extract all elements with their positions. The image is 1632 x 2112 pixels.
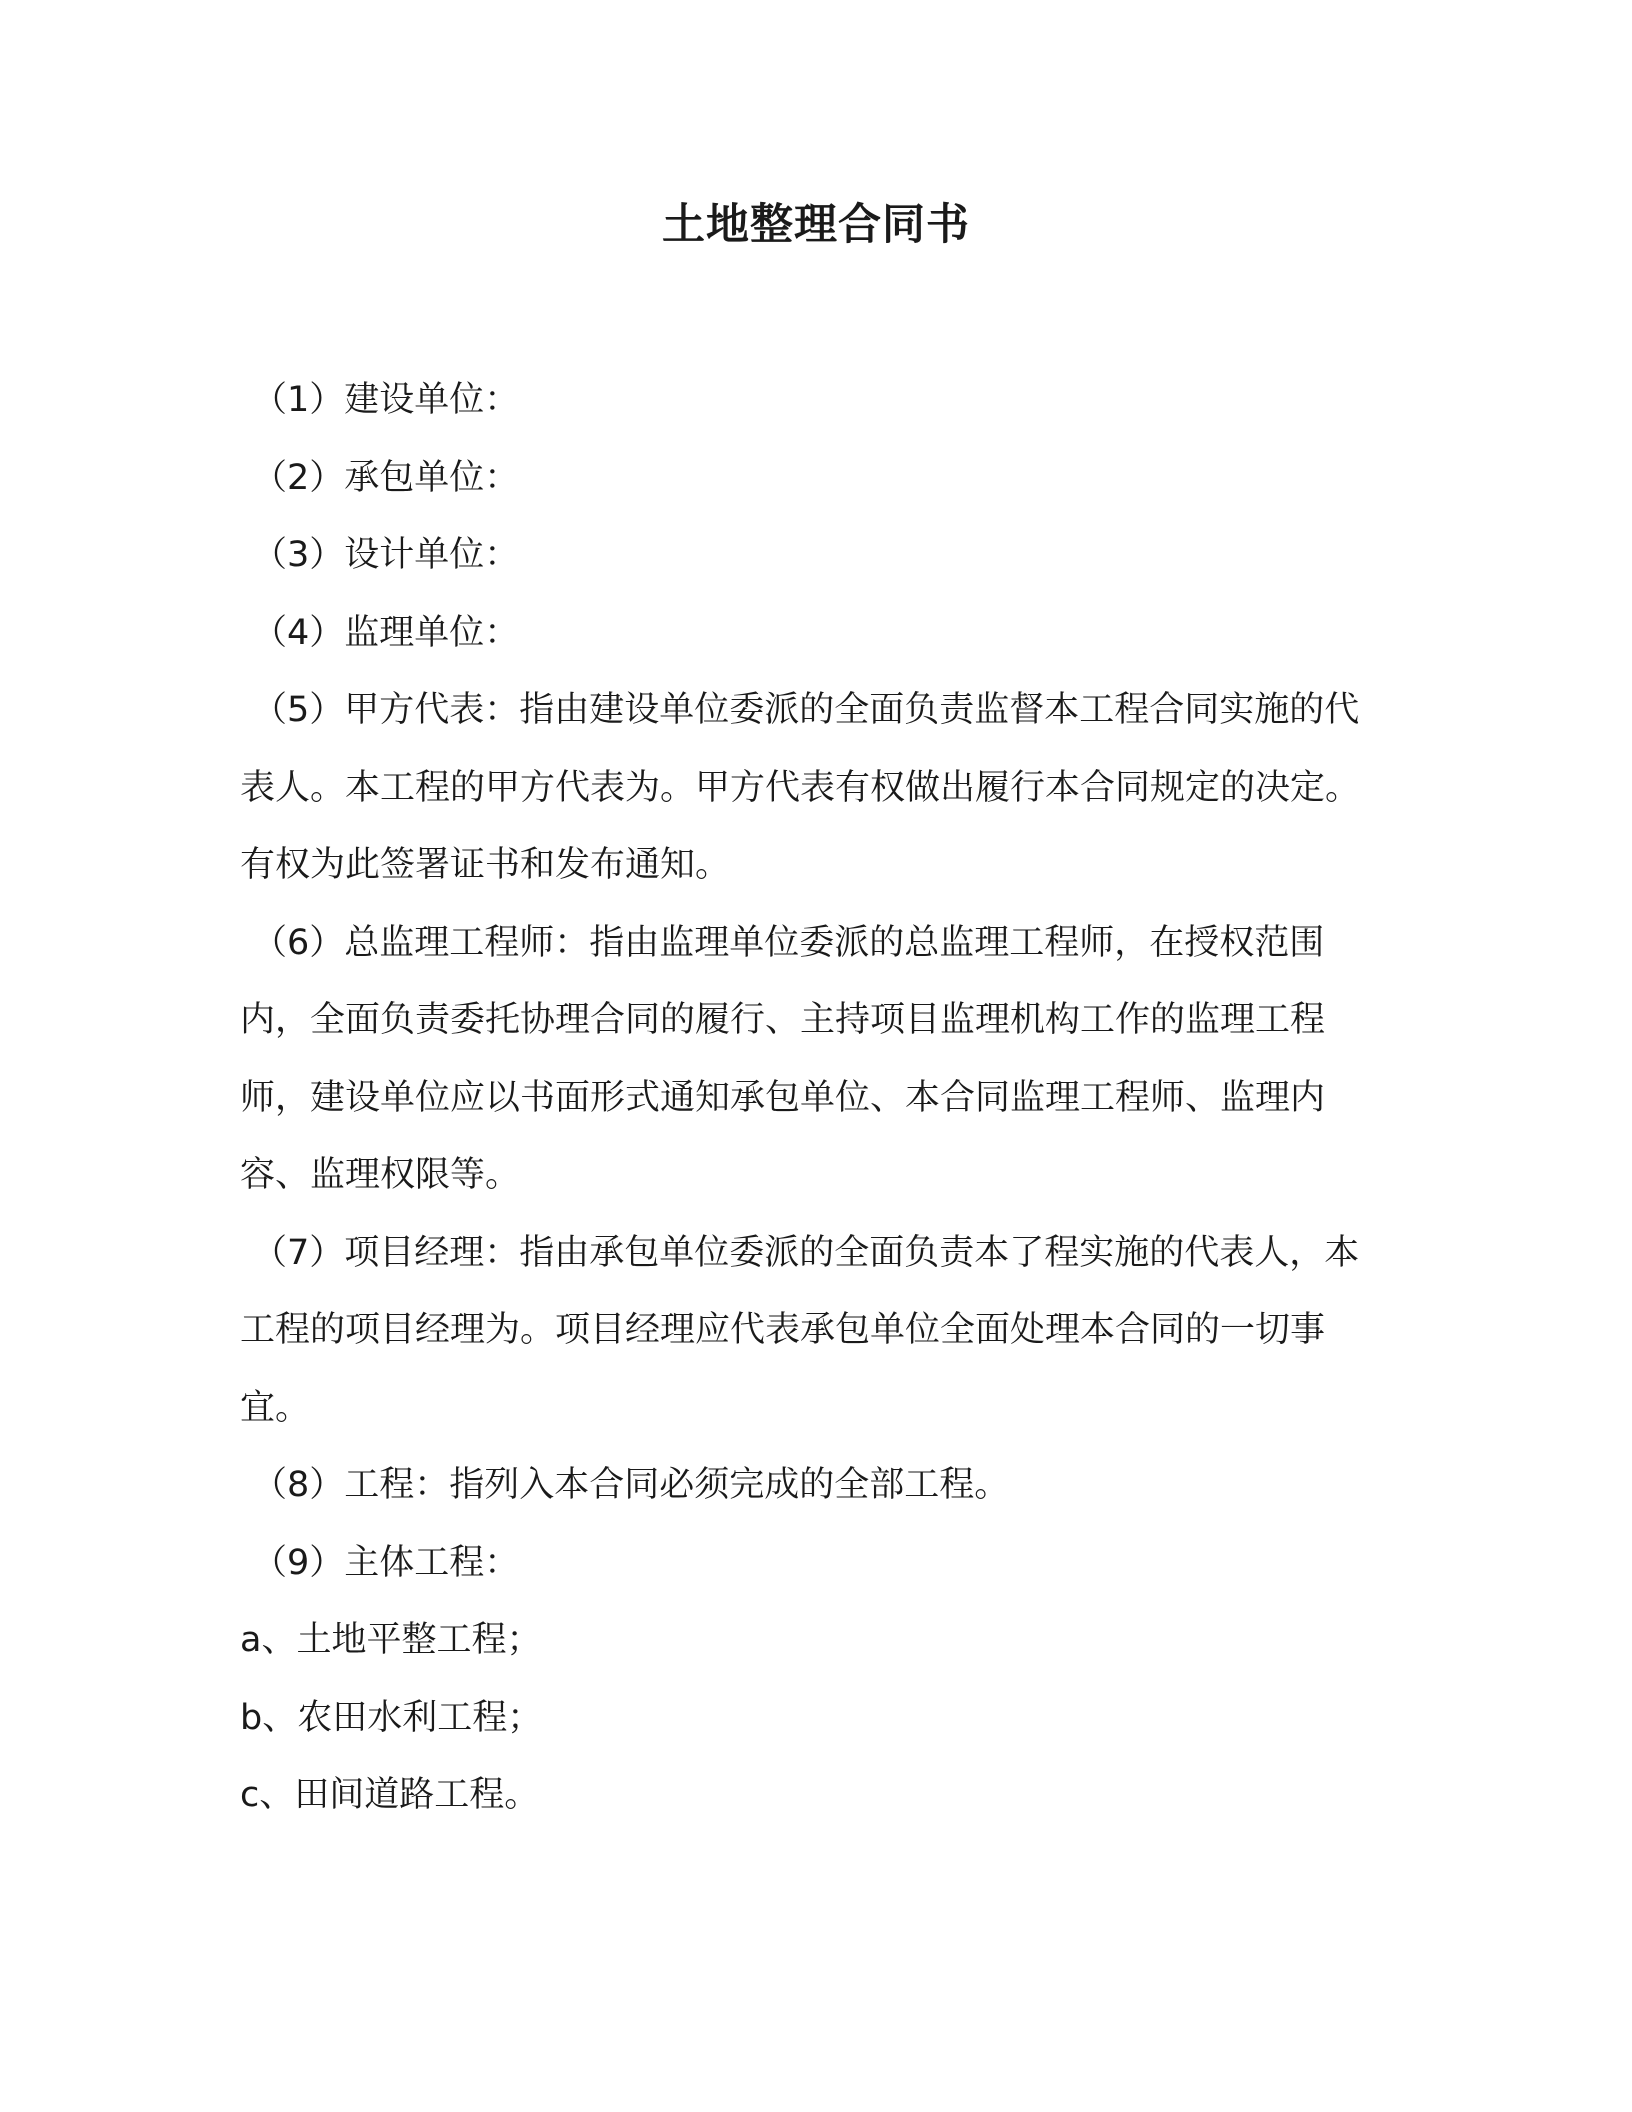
paragraph-party-a-representative: （5）甲方代表：指由建设单位委派的全面负责监督本工程合同实施的代表人。本工程的甲方代表为。甲方代表有权做出履行本合同规定的决定。有权为此签署证书和发布通知。 bbox=[240, 690, 1361, 885]
paragraph-construction-unit: （1）建设单位： bbox=[252, 380, 520, 420]
paragraph-chief-supervising-engineer: （6）总监理工程师：指由监理单位委派的总监理工程师，在授权范围内，全面负责委托协理合同的履行、主持项目监理机构工作的监理工程师，建设单位应以书面形式通知承包单位、本合同监理工程师、监理内容、监理权限等。 bbox=[240, 922, 1326, 1195]
list-item-field-roads: c、田间道路工程。 bbox=[240, 1775, 540, 1815]
paragraph-design-unit: （3）设计单位： bbox=[252, 535, 520, 575]
paragraph-main-works: （9）主体工程： bbox=[252, 1542, 520, 1583]
paragraph-project-manager: （7）项目经理：指由承包单位委派的全面负责本了程实施的代表人，本工程的项目经理为。项目经理应代表承包单位全面处理本合同的一切事宜。 bbox=[240, 1232, 1360, 1428]
paragraph-engineering: （8）工程：指列入本合同必须完成的全部工程。 bbox=[252, 1465, 1010, 1505]
paragraph-contractor-unit: （2）承包单位： bbox=[252, 457, 520, 498]
paragraph-supervision-unit: （4）监理单位： bbox=[252, 612, 520, 653]
list-item-land-leveling: a、土地平整工程； bbox=[240, 1620, 542, 1660]
document-body bbox=[240, 362, 1380, 1835]
list-item-farmland-water: b、农田水利工程； bbox=[240, 1697, 543, 1738]
document-title: 土地整理合同书 bbox=[662, 200, 970, 250]
